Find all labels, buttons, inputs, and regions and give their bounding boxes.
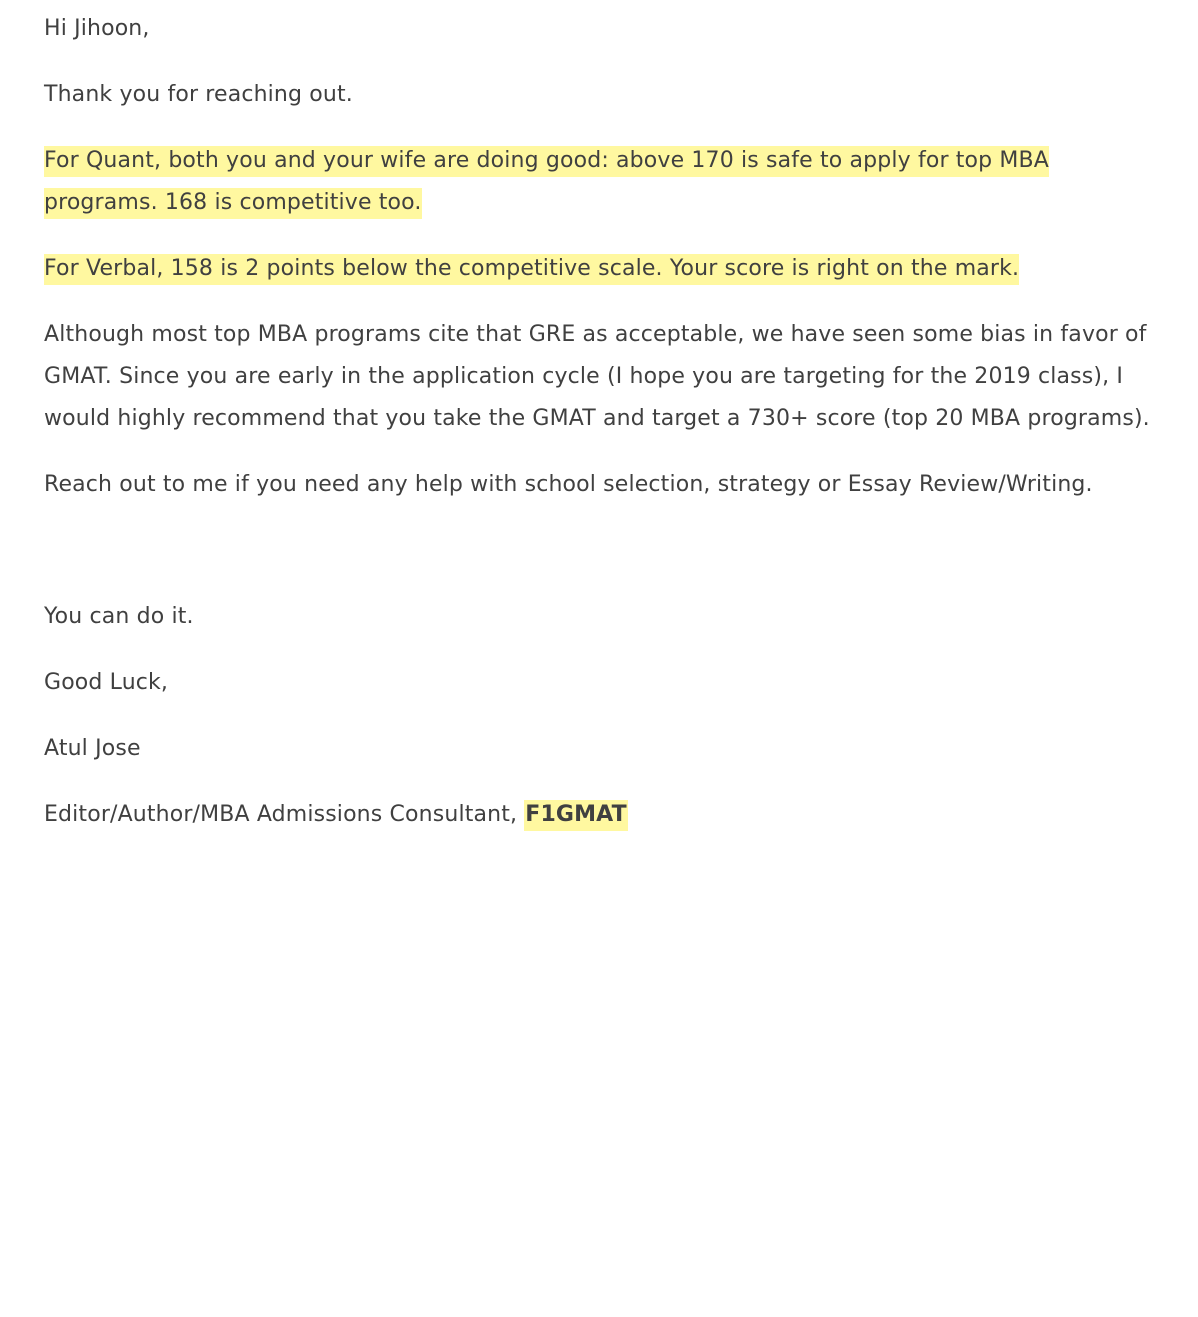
signature-title-text: Editor/Author/MBA Admissions Consultant, <box>44 802 525 827</box>
quant-paragraph-line-1 <box>44 146 1049 176</box>
gre-gmat-paragraph-line-1: Although most top MBA programs cite that GRE as acceptable, we have seen some bias in favor of <box>44 322 1147 347</box>
verbal-highlight: For Verbal, 158 is 2 points below the competitive scale. Your score is right on the mark. <box>44 254 1019 285</box>
verbal-paragraph <box>44 254 1019 284</box>
quant-paragraph-line-2 <box>44 188 422 218</box>
closing-line: Good Luck, <box>44 670 169 695</box>
company-name: F1GMAT <box>524 800 628 831</box>
gre-gmat-paragraph-line-3: would highly recommend that you take the GMAT and target a 730+ score (top 20 MBA programs). <box>44 406 1150 431</box>
signature-title <box>44 800 628 830</box>
encouragement-line: You can do it. <box>44 604 194 629</box>
reach-out-line: Reach out to me if you need any help with school selection, strategy or Essay Review/Writing. <box>44 472 1093 497</box>
quant-highlight-1: For Quant, both you and your wife are doing good: above 170 is safe to apply for top MBA <box>44 146 1049 177</box>
signature-name: Atul Jose <box>44 736 141 761</box>
gre-gmat-paragraph-line-2: GMAT. Since you are early in the application cycle (I hope you are targeting for the 2019 class), I <box>44 364 1124 389</box>
thanks-line: Thank you for reaching out. <box>44 82 353 107</box>
greeting: Hi Jihoon, <box>44 16 150 41</box>
quant-highlight-2: programs. 168 is competitive too. <box>44 188 422 219</box>
